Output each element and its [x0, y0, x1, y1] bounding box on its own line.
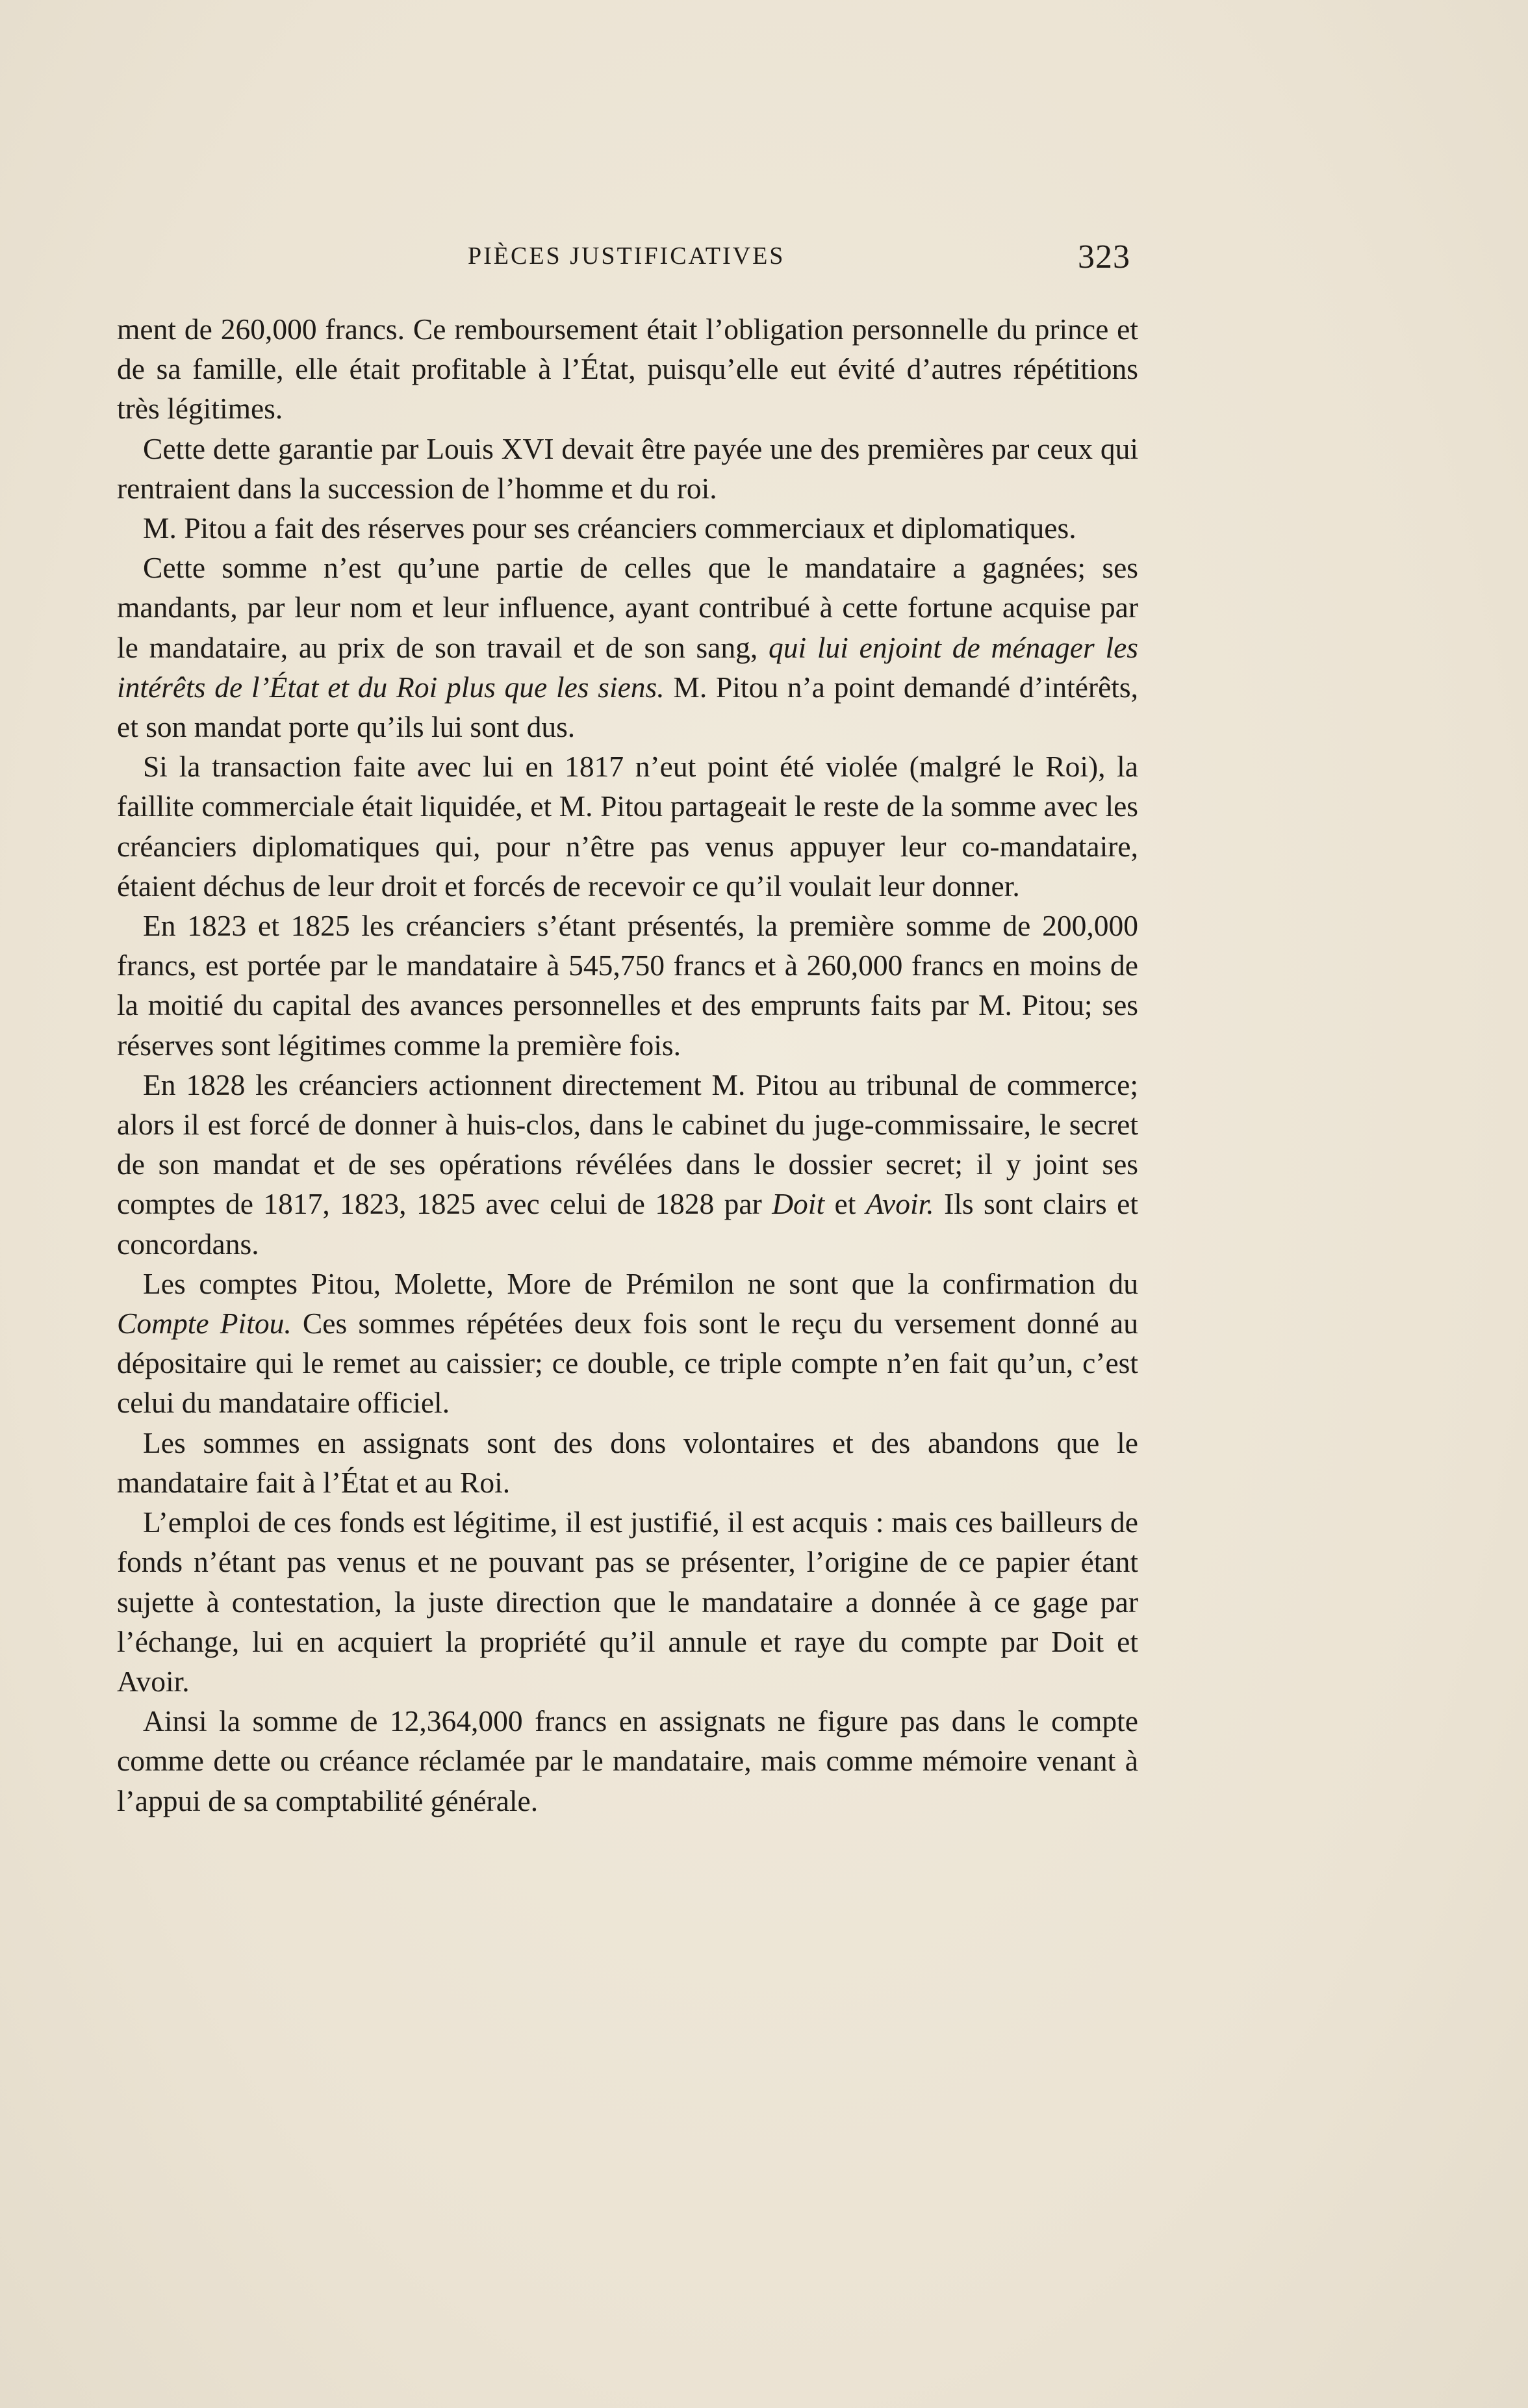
- paragraph: [117, 309, 1138, 429]
- paragraph: [117, 508, 1138, 548]
- text-run: En 1828 les créanciers actionnent directement M. Pitou au tribunal de commerce; alors il est forcé de donner à huis-clos, dans le cabinet du juge-commissaire, le secret de son mandat et de ses opérations révélées dans le dossier secret; il y joint ses comptes de 1817, 1823, 1825 avec celui de 1828 par: [117, 1068, 1138, 1221]
- paragraph: [117, 1423, 1138, 1502]
- text-run: Ainsi la somme de 12,364,000 francs en assignats ne figure pas dans le compte comme dette ou créance réclamée par le mandataire, mais comme mémoire venant à l’appui de sa comptabilité générale.: [117, 1704, 1138, 1817]
- text-run: ment de 260,000 francs. Ce remboursement était l’obligation personnelle du prince et de sa famille, elle était profitable à l’État, puisqu’elle eut évité d’autres répétitions très légitimes.: [117, 313, 1138, 426]
- text-run: M. Pitou a fait des réserves pour ses créanciers commerciaux et diplomatiques.: [143, 511, 1076, 545]
- text-run: M. Pitou n’a point demandé d’intérêts, et son mandat porte qu’ils lui sont dus.: [117, 670, 1138, 744]
- text-run: et: [824, 1187, 866, 1221]
- italic-run: Doit: [772, 1187, 825, 1221]
- text-run: Ils sont clairs et concordans.: [117, 1187, 1139, 1261]
- paragraph: [117, 1264, 1138, 1423]
- text-run: Ces sommes répétées deux fois sont le reçu du versement donné au dépositaire qui le remet au caissier; ce double, ce triple compte n’en fait qu’un, c’est celui du mandataire officiel.: [117, 1307, 1138, 1420]
- paragraph: [117, 906, 1138, 1065]
- text-run: Les sommes en assignats sont des dons volontaires et des abandons que le mandataire fait à l’État et au Roi.: [117, 1426, 1138, 1499]
- paragraph: [117, 1502, 1138, 1701]
- paragraph: [117, 429, 1138, 508]
- paragraph: [117, 747, 1138, 906]
- paragraph: [117, 1065, 1138, 1264]
- text-run: L’emploi de ces fonds est légitime, il est justifié, il est acquis : mais ces bailleurs de fonds n’étant pas venus et ne pouvant pas se présenter, l’origine de ce papier étant sujette à contestation, la juste direction que le mandataire a donnée à ce gage par l’échange, lui en acquiert la propriété qu’il annule et raye du compte par Doit et Avoir.: [117, 1505, 1138, 1698]
- running-head-title: PIÈCES JUSTIFICATIVES: [468, 242, 785, 270]
- text-run: Les comptes Pitou, Molette, More de Prémilon ne sont que la confirmation du: [143, 1266, 1138, 1300]
- text-run: Si la transaction faite avec lui en 1817 n’eut point été violée (malgré le Roi), la faillite commerciale était liquidée, et M. Pitou partageait le reste de la somme avec les créanciers diplomatiques qui, pour n’être pas venus appuyer leur co-mandataire, étaient déchus de leur droit et forcés de recevoir ce qu’il voulait leur donner.: [117, 750, 1138, 903]
- italic-run: Compte Pitou.: [117, 1307, 292, 1340]
- text-run: En 1823 et 1825 les créanciers s’étant présentés, la première somme de 200,000 francs, est portée par le mandataire à 545,750 francs et à 260,000 francs en moins de la moitié du capital des avances personnelles et des emprunts faits par M. Pitou; ses réserves sont légitimes comme la première fois.: [117, 909, 1138, 1062]
- text-run: Cette somme n’est qu’une partie de celles que le mandataire a gagnées; ses mandants, par leur nom et leur influence, ayant contribué à cette fortune acquise par le mandataire, au prix de son travail et de son sang,: [117, 551, 1138, 664]
- italic-run: qui lui enjoint de ménager les intérêts de l’État et du Roi plus que les siens.: [117, 630, 1138, 704]
- body-text: [117, 309, 1138, 1821]
- running-head: [468, 238, 1130, 281]
- page-number: 323: [1078, 238, 1130, 275]
- text-run: Cette dette garantie par Louis XVI devait être payée une des premières par ceux qui rentraient dans la succession de l’homme et du roi.: [117, 431, 1138, 505]
- paragraph: [117, 1701, 1138, 1821]
- paragraph: [117, 548, 1138, 747]
- italic-run: Avoir.: [865, 1187, 934, 1221]
